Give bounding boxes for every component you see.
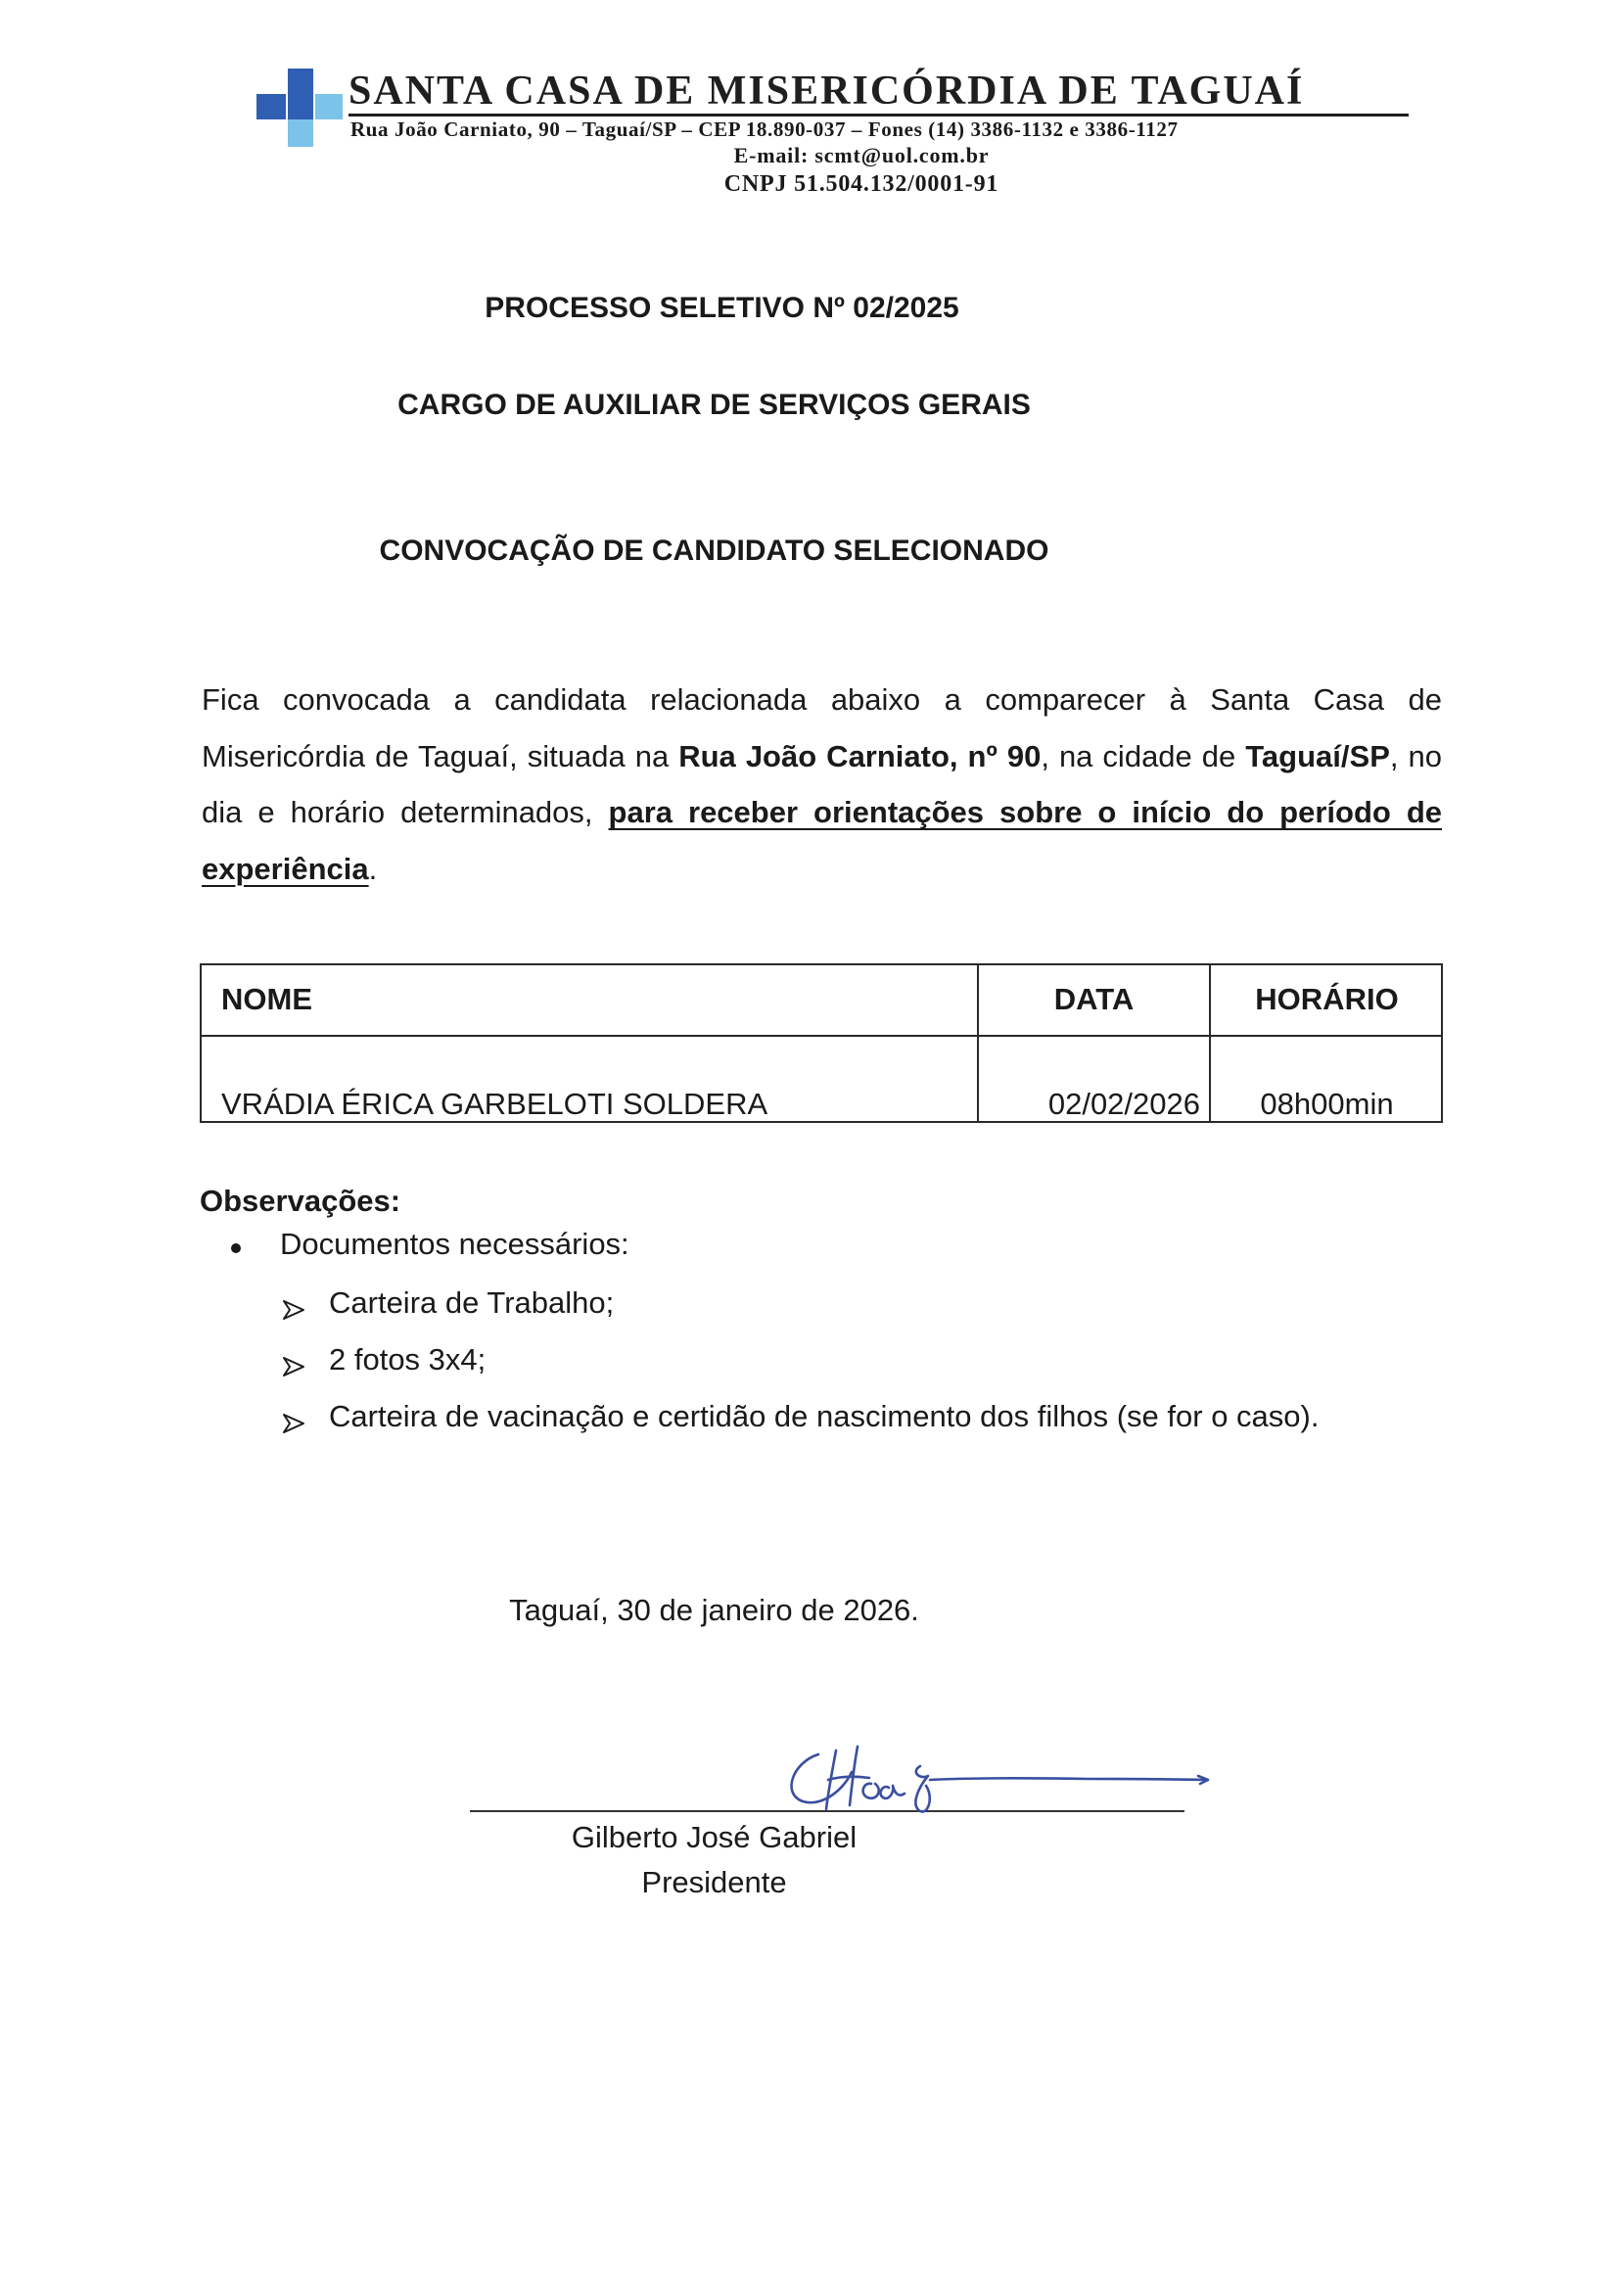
arrowhead-bullet-icon xyxy=(282,1356,305,1377)
signer-role: Presidente xyxy=(641,1865,787,1899)
list-item: 2 fotos 3x4; xyxy=(329,1342,487,1376)
list-item: Carteira de Trabalho; xyxy=(329,1285,615,1320)
handwritten-signature xyxy=(773,1733,1224,1821)
organization-name: SANTA CASA DE MISERICÓRDIA DE TAGUAÍ xyxy=(348,69,1305,114)
place-and-date: Taguaí, 30 de janeiro de 2026. xyxy=(509,1593,919,1627)
convocation-paragraph xyxy=(202,672,1442,897)
signer-name: Gilberto José Gabriel xyxy=(571,1820,858,1854)
table-header-date: DATA xyxy=(1053,982,1135,1016)
table-cell-name: VRÁDIA ÉRICA GARBELOTI SOLDERA xyxy=(221,1087,768,1121)
letterhead-rule xyxy=(348,114,1409,117)
paragraph-city: Taguaí/SP xyxy=(1245,738,1390,773)
table-cell-time: 08h00min xyxy=(1260,1087,1394,1121)
bullet-icon xyxy=(231,1243,241,1253)
paragraph-address: Rua João Carniato, nº 90 xyxy=(678,738,1042,773)
paragraph-purpose: para receber orientações sobre o início do período de experiência xyxy=(202,795,1442,886)
hospital-cross-logo xyxy=(253,67,350,149)
call-title: CONVOCAÇÃO DE CANDIDATO SELECIONADO xyxy=(379,535,1049,567)
table-header-name: NOME xyxy=(221,982,312,1016)
organization-address: Rua João Carniato, 90 – Taguaí/SP – CEP 18.890-037 – Fones (14) 3386-1132 e 3386-1127 xyxy=(350,117,1179,141)
paragraph-text: , no dia e horário determinados, xyxy=(202,738,1442,829)
organization-cnpj: CNPJ 51.504.132/0001-91 xyxy=(723,171,999,197)
table-cell-date: 02/02/2026 xyxy=(1047,1087,1200,1121)
list-item: Carteira de vacinação e certidão de nascimento dos filhos (se for o caso). xyxy=(329,1399,1320,1433)
documents-label: Documentos necessários: xyxy=(280,1227,629,1261)
paragraph-text: , na cidade de xyxy=(1041,738,1246,773)
table-divider xyxy=(200,1035,1443,1037)
table-header-time: HORÁRIO xyxy=(1255,982,1399,1016)
arrowhead-bullet-icon xyxy=(282,1299,305,1321)
observations-title: Observações: xyxy=(200,1184,401,1218)
process-title: PROCESSO SELETIVO Nº 02/2025 xyxy=(485,292,959,324)
organization-email: E-mail: scmt@uol.com.br xyxy=(733,143,990,167)
paragraph-text: . xyxy=(368,851,378,886)
role-title: CARGO DE AUXILIAR DE SERVIÇOS GERAIS xyxy=(397,389,1031,421)
arrowhead-bullet-icon xyxy=(282,1413,305,1434)
paragraph-text: Fica convocada a candidata relacionada abaixo a comparecer à Santa Casa de Misericórdia de Taguaí, situada na xyxy=(202,682,1442,773)
